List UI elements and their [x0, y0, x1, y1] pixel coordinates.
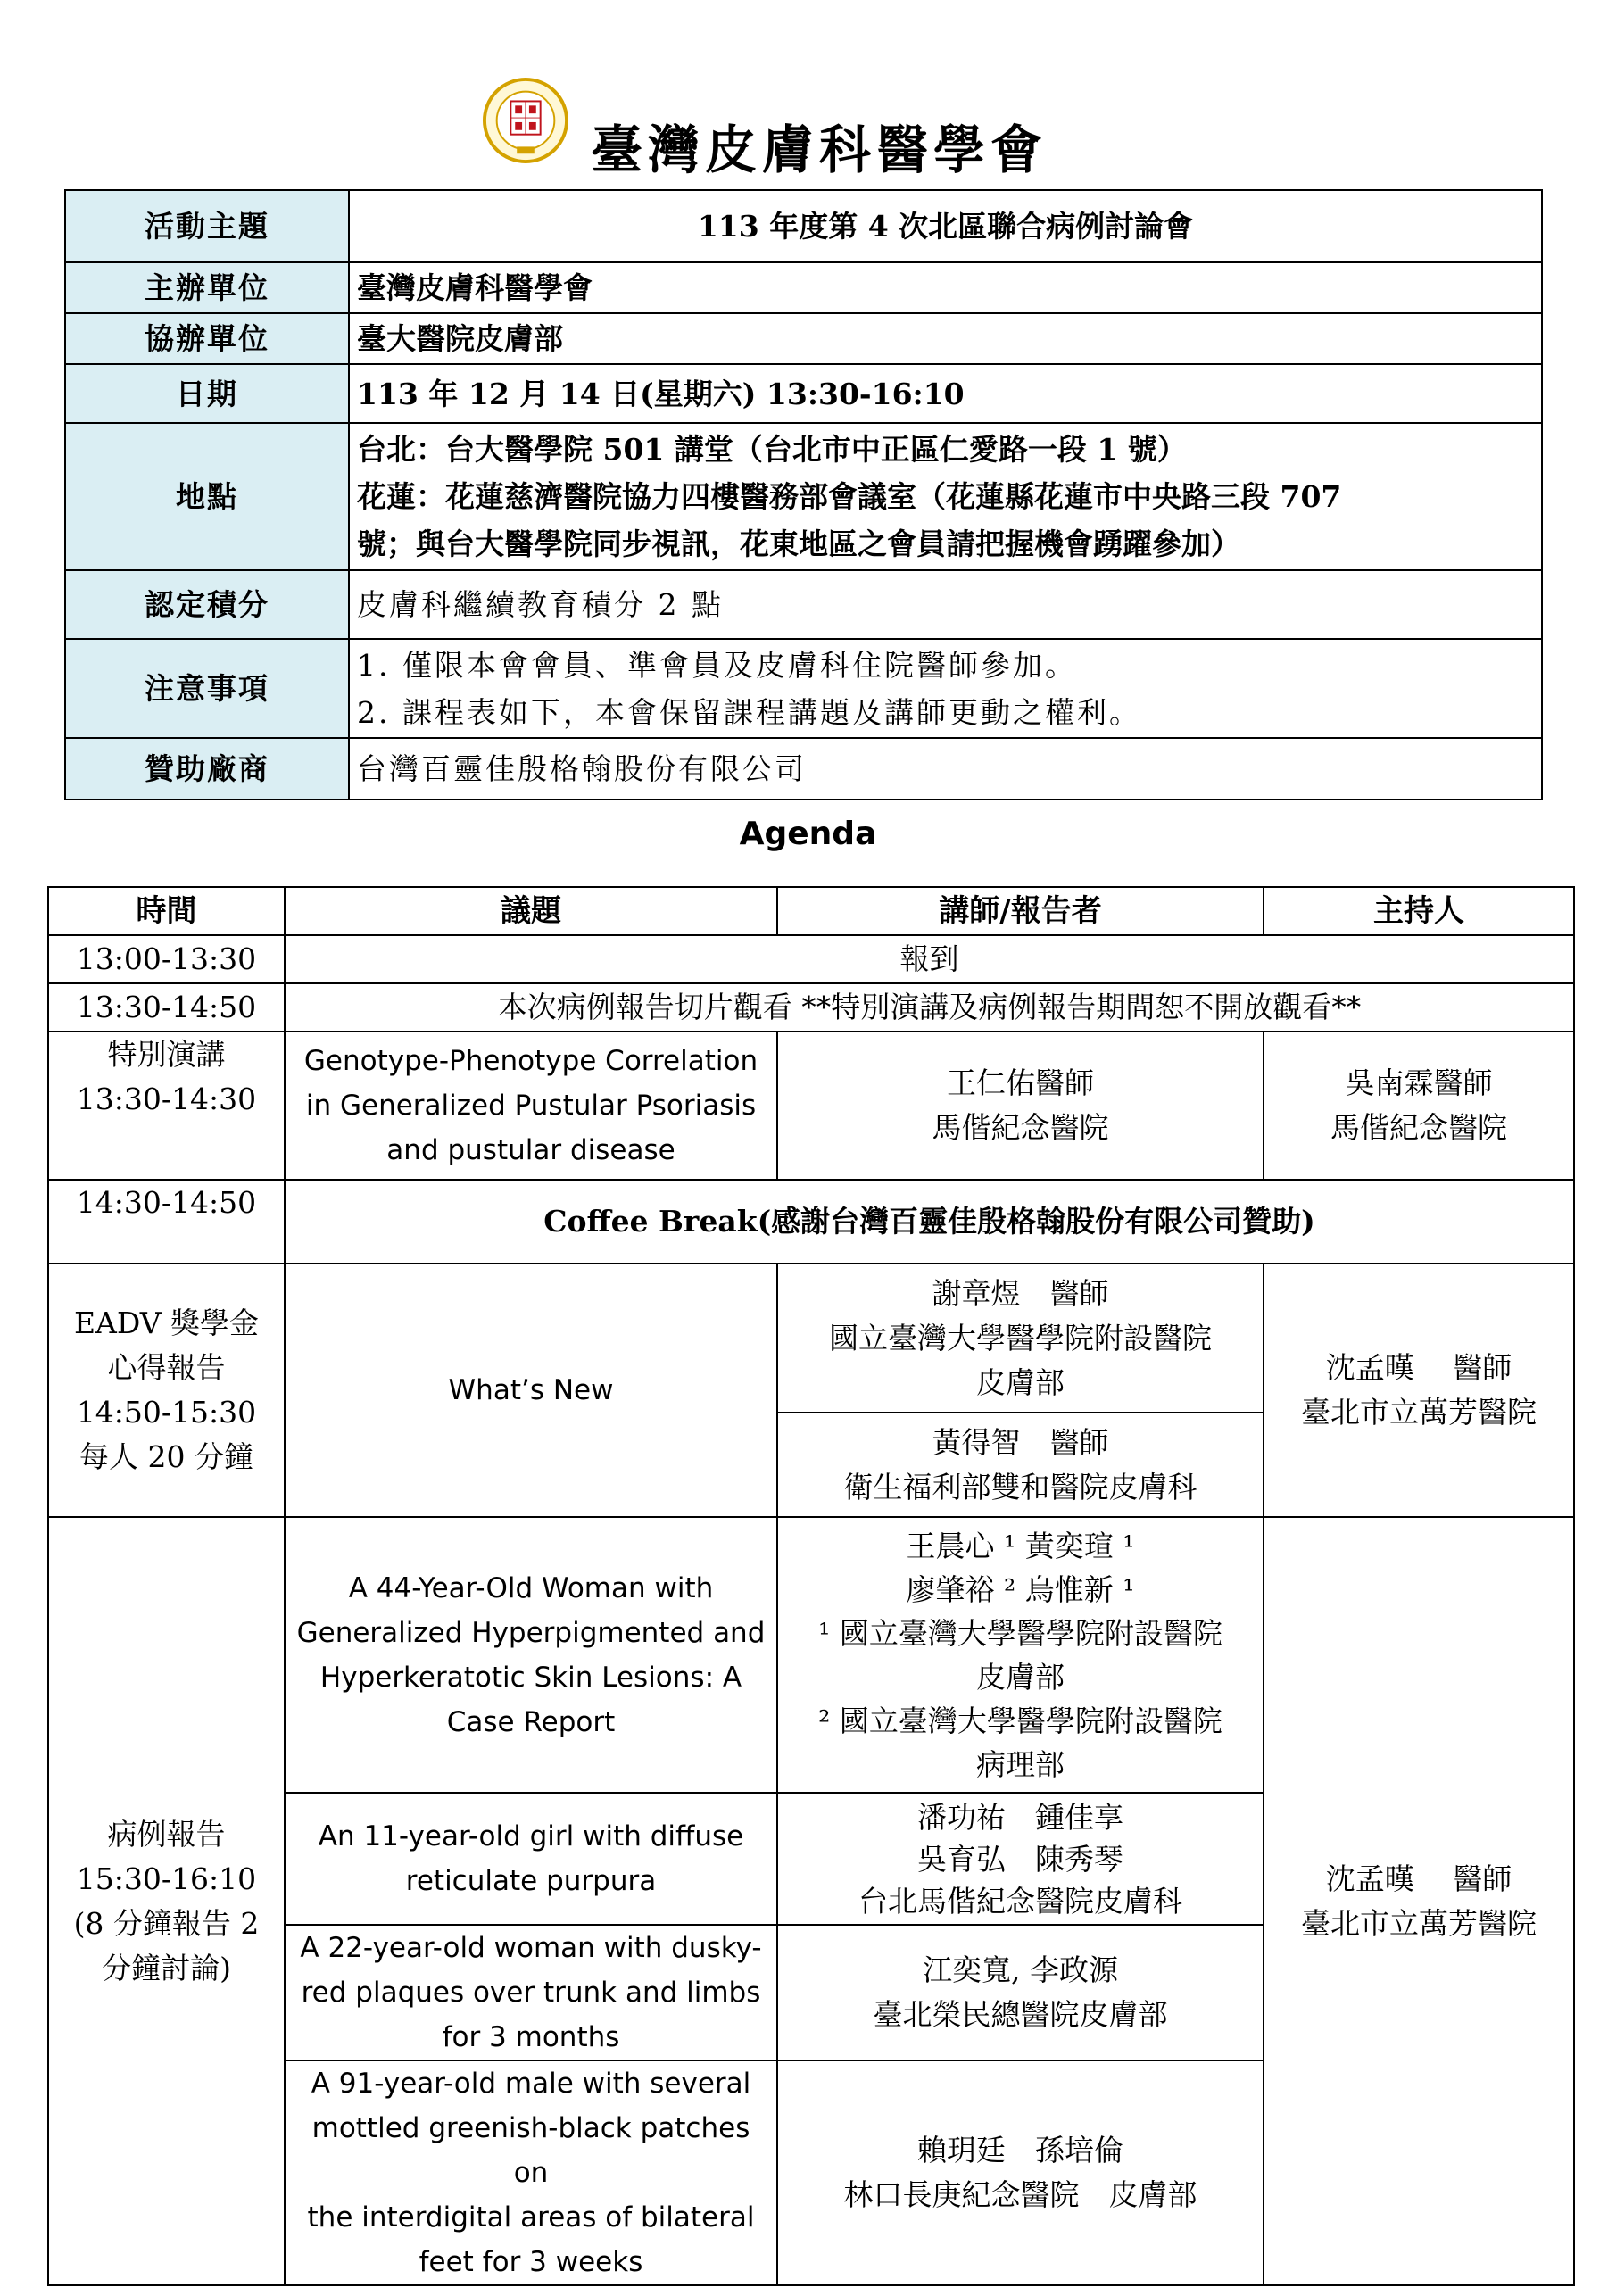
info-row-co-organizer — [65, 313, 1542, 364]
header-moderator: 主持人 — [1264, 887, 1574, 935]
topic-line: reticulate purpura — [405, 1865, 657, 1897]
info-label: 贊助廠商 — [65, 738, 349, 800]
slide-viewing-text: 本次病例報告切片觀看 **特別演講及病例報告期間恕不開放觀看** — [285, 983, 1574, 1032]
agenda-row-slide-viewing — [48, 983, 1574, 1032]
case-speaker — [777, 1517, 1264, 1793]
speaker-line: 皮膚部 — [976, 1364, 1065, 1400]
note-line: 1. 僅限本會會員、準會員及皮膚科住院醫師參加。 — [357, 647, 1077, 683]
info-label: 注意事項 — [65, 639, 349, 738]
info-row-topic — [65, 190, 1542, 262]
note-line: 2. 課程表如下，本會保留課程講題及講師更動之權利。 — [357, 694, 1141, 730]
info-label: 主辦單位 — [65, 262, 349, 313]
topic-line: for 3 months — [442, 2021, 620, 2053]
topic-line: An 11-year-old girl with diffuse — [318, 1820, 744, 1853]
speaker-line: 國立臺灣大學醫學院附設醫院 — [829, 1320, 1212, 1355]
agenda-table — [47, 886, 1575, 2286]
time-line: 13:30-14:30 — [76, 1082, 257, 1116]
speaker-line: 吳育弘 陳秀琴 — [917, 1841, 1123, 1877]
location-line: 號；與台大醫學院同步視訊，花東地區之會員請把握機會踴躍參加） — [357, 526, 1240, 561]
info-label: 協辦單位 — [65, 313, 349, 364]
time-line: EADV 獎學金 — [73, 1305, 260, 1340]
time-cell: 14:30-14:50 — [48, 1180, 285, 1264]
agenda-row-registration — [48, 935, 1574, 983]
header-speaker: 講師/報告者 — [777, 887, 1264, 935]
speaker-line: 台北馬偕紀念醫院皮膚科 — [858, 1883, 1182, 1919]
case-topic — [285, 1517, 777, 1793]
time-line: 心得報告 — [107, 1350, 226, 1385]
case-speaker — [777, 1925, 1264, 2060]
organization-title: 臺灣皮膚科醫學會 — [591, 120, 1048, 180]
topic-line: A 44-Year-Old Woman with — [348, 1571, 714, 1604]
speaker-line: 林口長庚紀念醫院 皮膚部 — [843, 2177, 1197, 2212]
info-label: 地點 — [65, 423, 349, 570]
co-organizer: 臺大醫院皮膚部 — [349, 313, 1542, 364]
case-topic — [285, 2060, 777, 2285]
association-logo — [482, 77, 569, 164]
speaker-line: 廖肇裕 ² 烏惟新 ¹ — [906, 1571, 1135, 1607]
moderator-line: 吳南霖醫師 — [1345, 1065, 1493, 1100]
topic-line: in Generalized Pustular Psoriasis — [305, 1090, 757, 1122]
agenda-row-special-lecture — [48, 1032, 1574, 1180]
time-cell — [48, 1264, 285, 1517]
speaker-line: 王晨心 ¹ 黃奕瑄 ¹ — [906, 1528, 1135, 1563]
topic-line: red plaques over trunk and limbs — [301, 1977, 761, 2009]
time-cell — [48, 1517, 285, 2285]
eadv-moderator — [1264, 1264, 1574, 1517]
agenda-row-coffee-break — [48, 1180, 1574, 1264]
speaker-line: 衛生福利部雙和醫院皮膚科 — [843, 1469, 1197, 1504]
case-topic — [285, 1793, 777, 1925]
event-location — [349, 423, 1542, 570]
topic-line: Genotype-Phenotype Correlation — [303, 1045, 758, 1077]
case-topic — [285, 1925, 777, 2060]
eadv-speaker — [777, 1264, 1264, 1413]
location-line: 台北：台大醫學院 501 講堂（台北市中正區仁愛路一段 1 號） — [357, 432, 1187, 467]
topic-line: Case Report — [446, 1705, 616, 1738]
time-line: 病例報告 — [107, 1816, 226, 1852]
topic-line: Generalized Hyperpigmented and — [296, 1616, 766, 1649]
event-date: 113 年 12 月 14 日(星期六) 13:30-16:10 — [349, 364, 1542, 423]
topic-line: the interdigital areas of bilateral — [307, 2201, 755, 2234]
agenda-header-row — [48, 887, 1574, 935]
credits: 皮膚科繼續教育積分 2 點 — [349, 570, 1542, 639]
agenda-row-case-1 — [48, 1517, 1574, 1793]
speaker-line: 江奕寬, 李政源 — [923, 1952, 1118, 1987]
topic-line: mottled greenish-black patches on — [311, 2112, 750, 2189]
moderator-line: 馬偕紀念醫院 — [1330, 1110, 1507, 1145]
time-cell — [48, 1032, 285, 1180]
header-time: 時間 — [48, 887, 285, 935]
eadv-topic: What’s New — [285, 1264, 777, 1517]
case-speaker — [777, 2060, 1264, 2285]
time-cell: 13:00-13:30 — [48, 935, 285, 983]
time-line: 分鐘討論) — [102, 1950, 231, 1985]
notes — [349, 639, 1542, 738]
topic-line: feet for 3 weeks — [419, 2246, 643, 2278]
registration-text: 報到 — [285, 935, 1574, 983]
info-row-notes — [65, 639, 1542, 738]
speaker-line: 潘功祐 鍾佳享 — [917, 1799, 1123, 1835]
sponsor: 台灣百靈佳殷格翰股份有限公司 — [349, 738, 1542, 800]
time-line: 14:50-15:30 — [76, 1395, 257, 1430]
speaker-line: 賴玥廷 孫培倫 — [917, 2133, 1123, 2168]
event-info-table — [64, 189, 1543, 800]
speaker-line: ¹ 國立臺灣大學醫學院附設醫院 — [818, 1615, 1222, 1651]
speaker-line: 謝章煜 醫師 — [932, 1275, 1109, 1311]
topic-line: A 22-year-old woman with dusky- — [300, 1932, 762, 1964]
organizer: 臺灣皮膚科醫學會 — [349, 262, 1542, 313]
info-row-date — [65, 364, 1542, 423]
speaker-line: 皮膚部 — [976, 1659, 1065, 1695]
speaker-line: 黃得智 醫師 — [932, 1424, 1109, 1460]
speaker-line: 病理部 — [976, 1746, 1065, 1782]
time-line: 特別演講 — [107, 1037, 226, 1072]
moderator-line: 沈孟暵 醫師 — [1325, 1350, 1512, 1385]
speaker-line: ² 國立臺灣大學醫學院附設醫院 — [818, 1703, 1222, 1738]
speaker-line: 王仁佑醫師 — [947, 1065, 1094, 1100]
time-line: 每人 20 分鐘 — [79, 1439, 253, 1474]
agenda-title: Agenda — [739, 816, 877, 852]
info-row-organizer — [65, 262, 1542, 313]
event-topic: 113 年度第 4 次北區聯合病例討論會 — [349, 190, 1542, 262]
time-line: 15:30-16:10 — [76, 1861, 257, 1896]
moderator-line: 臺北市立萬芳醫院 — [1301, 1395, 1537, 1430]
info-label: 認定積分 — [65, 570, 349, 639]
info-row-location — [65, 423, 1542, 570]
coffee-break-text: Coffee Break(感謝台灣百靈佳殷格翰股份有限公司贊助) — [285, 1180, 1574, 1264]
case-moderator — [1264, 1517, 1574, 2285]
topic-line: Hyperkeratotic Skin Lesions: A — [319, 1661, 742, 1694]
moderator-line: 臺北市立萬芳醫院 — [1301, 1905, 1537, 1941]
location-line: 花蓮：花蓮慈濟醫院協力四樓醫務部會議室（花蓮縣花蓮市中央路三段 707 — [357, 479, 1342, 514]
info-row-sponsor — [65, 738, 1542, 800]
moderator-line: 沈孟暵 醫師 — [1325, 1861, 1512, 1896]
time-line: (8 分鐘報告 2 — [73, 1905, 260, 1941]
agenda-row-eadv — [48, 1264, 1574, 1413]
speaker-line: 馬偕紀念醫院 — [932, 1110, 1109, 1145]
lecture-speaker — [777, 1032, 1264, 1180]
topic-line: and pustular disease — [386, 1134, 675, 1166]
time-cell: 13:30-14:50 — [48, 983, 285, 1032]
topic-line: A 91-year-old male with several — [311, 2068, 751, 2100]
eadv-speaker — [777, 1413, 1264, 1517]
case-speaker — [777, 1793, 1264, 1925]
lecture-moderator — [1264, 1032, 1574, 1180]
speaker-line: 臺北榮民總醫院皮膚部 — [873, 1997, 1168, 2032]
info-row-credits — [65, 570, 1542, 639]
info-label: 活動主題 — [65, 190, 349, 262]
header-topic: 議題 — [285, 887, 777, 935]
lecture-topic — [285, 1032, 777, 1180]
info-label: 日期 — [65, 364, 349, 423]
